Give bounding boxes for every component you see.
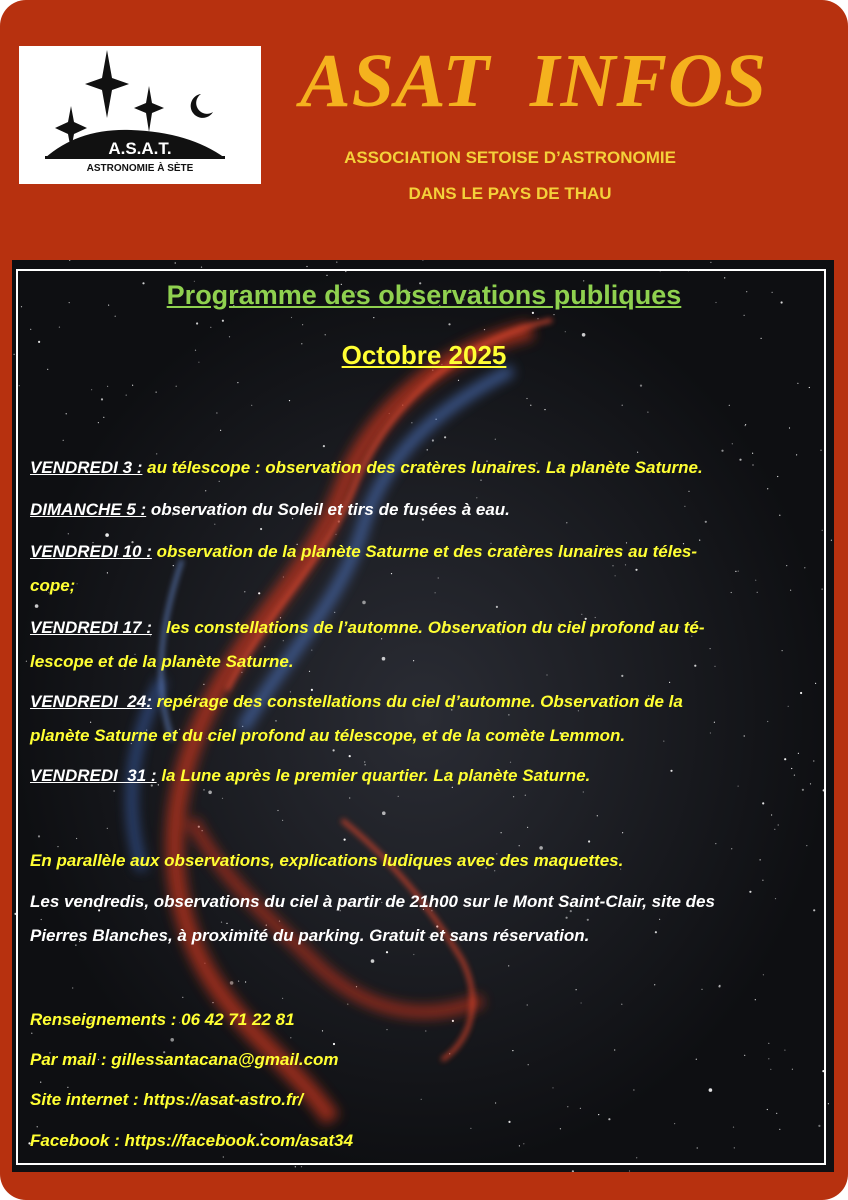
logo-graphic: [19, 46, 261, 184]
event-date-label: VENDREDI 24:: [30, 692, 152, 711]
event-item: [30, 458, 830, 478]
event-date-label: VENDREDI 10 :: [30, 542, 152, 561]
subtitle-region: DANS LE PAYS DE THAU: [408, 184, 612, 203]
event-description-continued: cope;: [30, 576, 76, 595]
program-month: Octobre 2025: [341, 340, 507, 370]
event-date-label: VENDREDI 31 :: [30, 766, 157, 785]
contact-phone: Renseignements : 06 42 71 22 81: [30, 1010, 295, 1029]
night-sky-panel: [12, 260, 834, 1172]
parallel-activities-note: En parallèle aux observations, explications ludiques avec des maquettes.: [30, 851, 624, 870]
logo-caption: ASTRONOMIE À SÈTE: [86, 163, 194, 174]
event-description: observation du Soleil et tirs de fusées à eau.: [150, 500, 510, 519]
nebula-background-image: [12, 260, 834, 1172]
event-item: [30, 542, 830, 562]
event-date-label: VENDREDI 3 :: [30, 458, 143, 477]
program-title: Programme des observations publiques: [166, 280, 682, 310]
info-line: Les vendredis, observations du ciel à partir de 21h00 sur le Mont Saint-Clair, site des: [30, 892, 715, 911]
contact-email: Par mail : gillessantacana@gmail.com: [30, 1050, 339, 1069]
asat-logo: [19, 46, 261, 184]
event-description: les constellations de l’automne. Observation du ciel profond au té-: [156, 618, 705, 637]
event-date-label: DIMANCHE 5 :: [30, 500, 147, 519]
event-item: [30, 766, 830, 786]
event-description-continued: planète Saturne et du ciel profond au télescope, et de la comète Lemmon.: [30, 726, 626, 745]
page-title: ASAT INFOS: [300, 39, 768, 123]
event-item: [30, 618, 830, 638]
contact-facebook: Facebook : https://facebook.com/asat34: [30, 1131, 354, 1150]
event-date-label: VENDREDI 17 :: [30, 618, 152, 637]
event-description: repérage des constellations du ciel d’automne. Observation de la: [156, 692, 683, 711]
subtitle-association: ASSOCIATION SETOISE D’ASTRONOMIE: [344, 148, 676, 167]
event-item: [30, 692, 830, 712]
event-description-continued: lescope et de la planète Saturne.: [30, 652, 294, 671]
logo-initials: A.S.A.T.: [108, 139, 172, 158]
info-line: Pierres Blanches, à proximité du parking. Gratuit et sans réservation.: [30, 926, 590, 945]
event-item: [30, 500, 830, 520]
contact-website: Site internet : https://asat-astro.fr/: [30, 1090, 303, 1109]
event-description: au télescope : observation des cratères lunaires. La planète Saturne.: [147, 458, 703, 477]
event-description: la Lune après le premier quartier. La planète Saturne.: [161, 766, 591, 785]
event-description: observation de la planète Saturne et des cratères lunaires au téles-: [156, 542, 698, 561]
